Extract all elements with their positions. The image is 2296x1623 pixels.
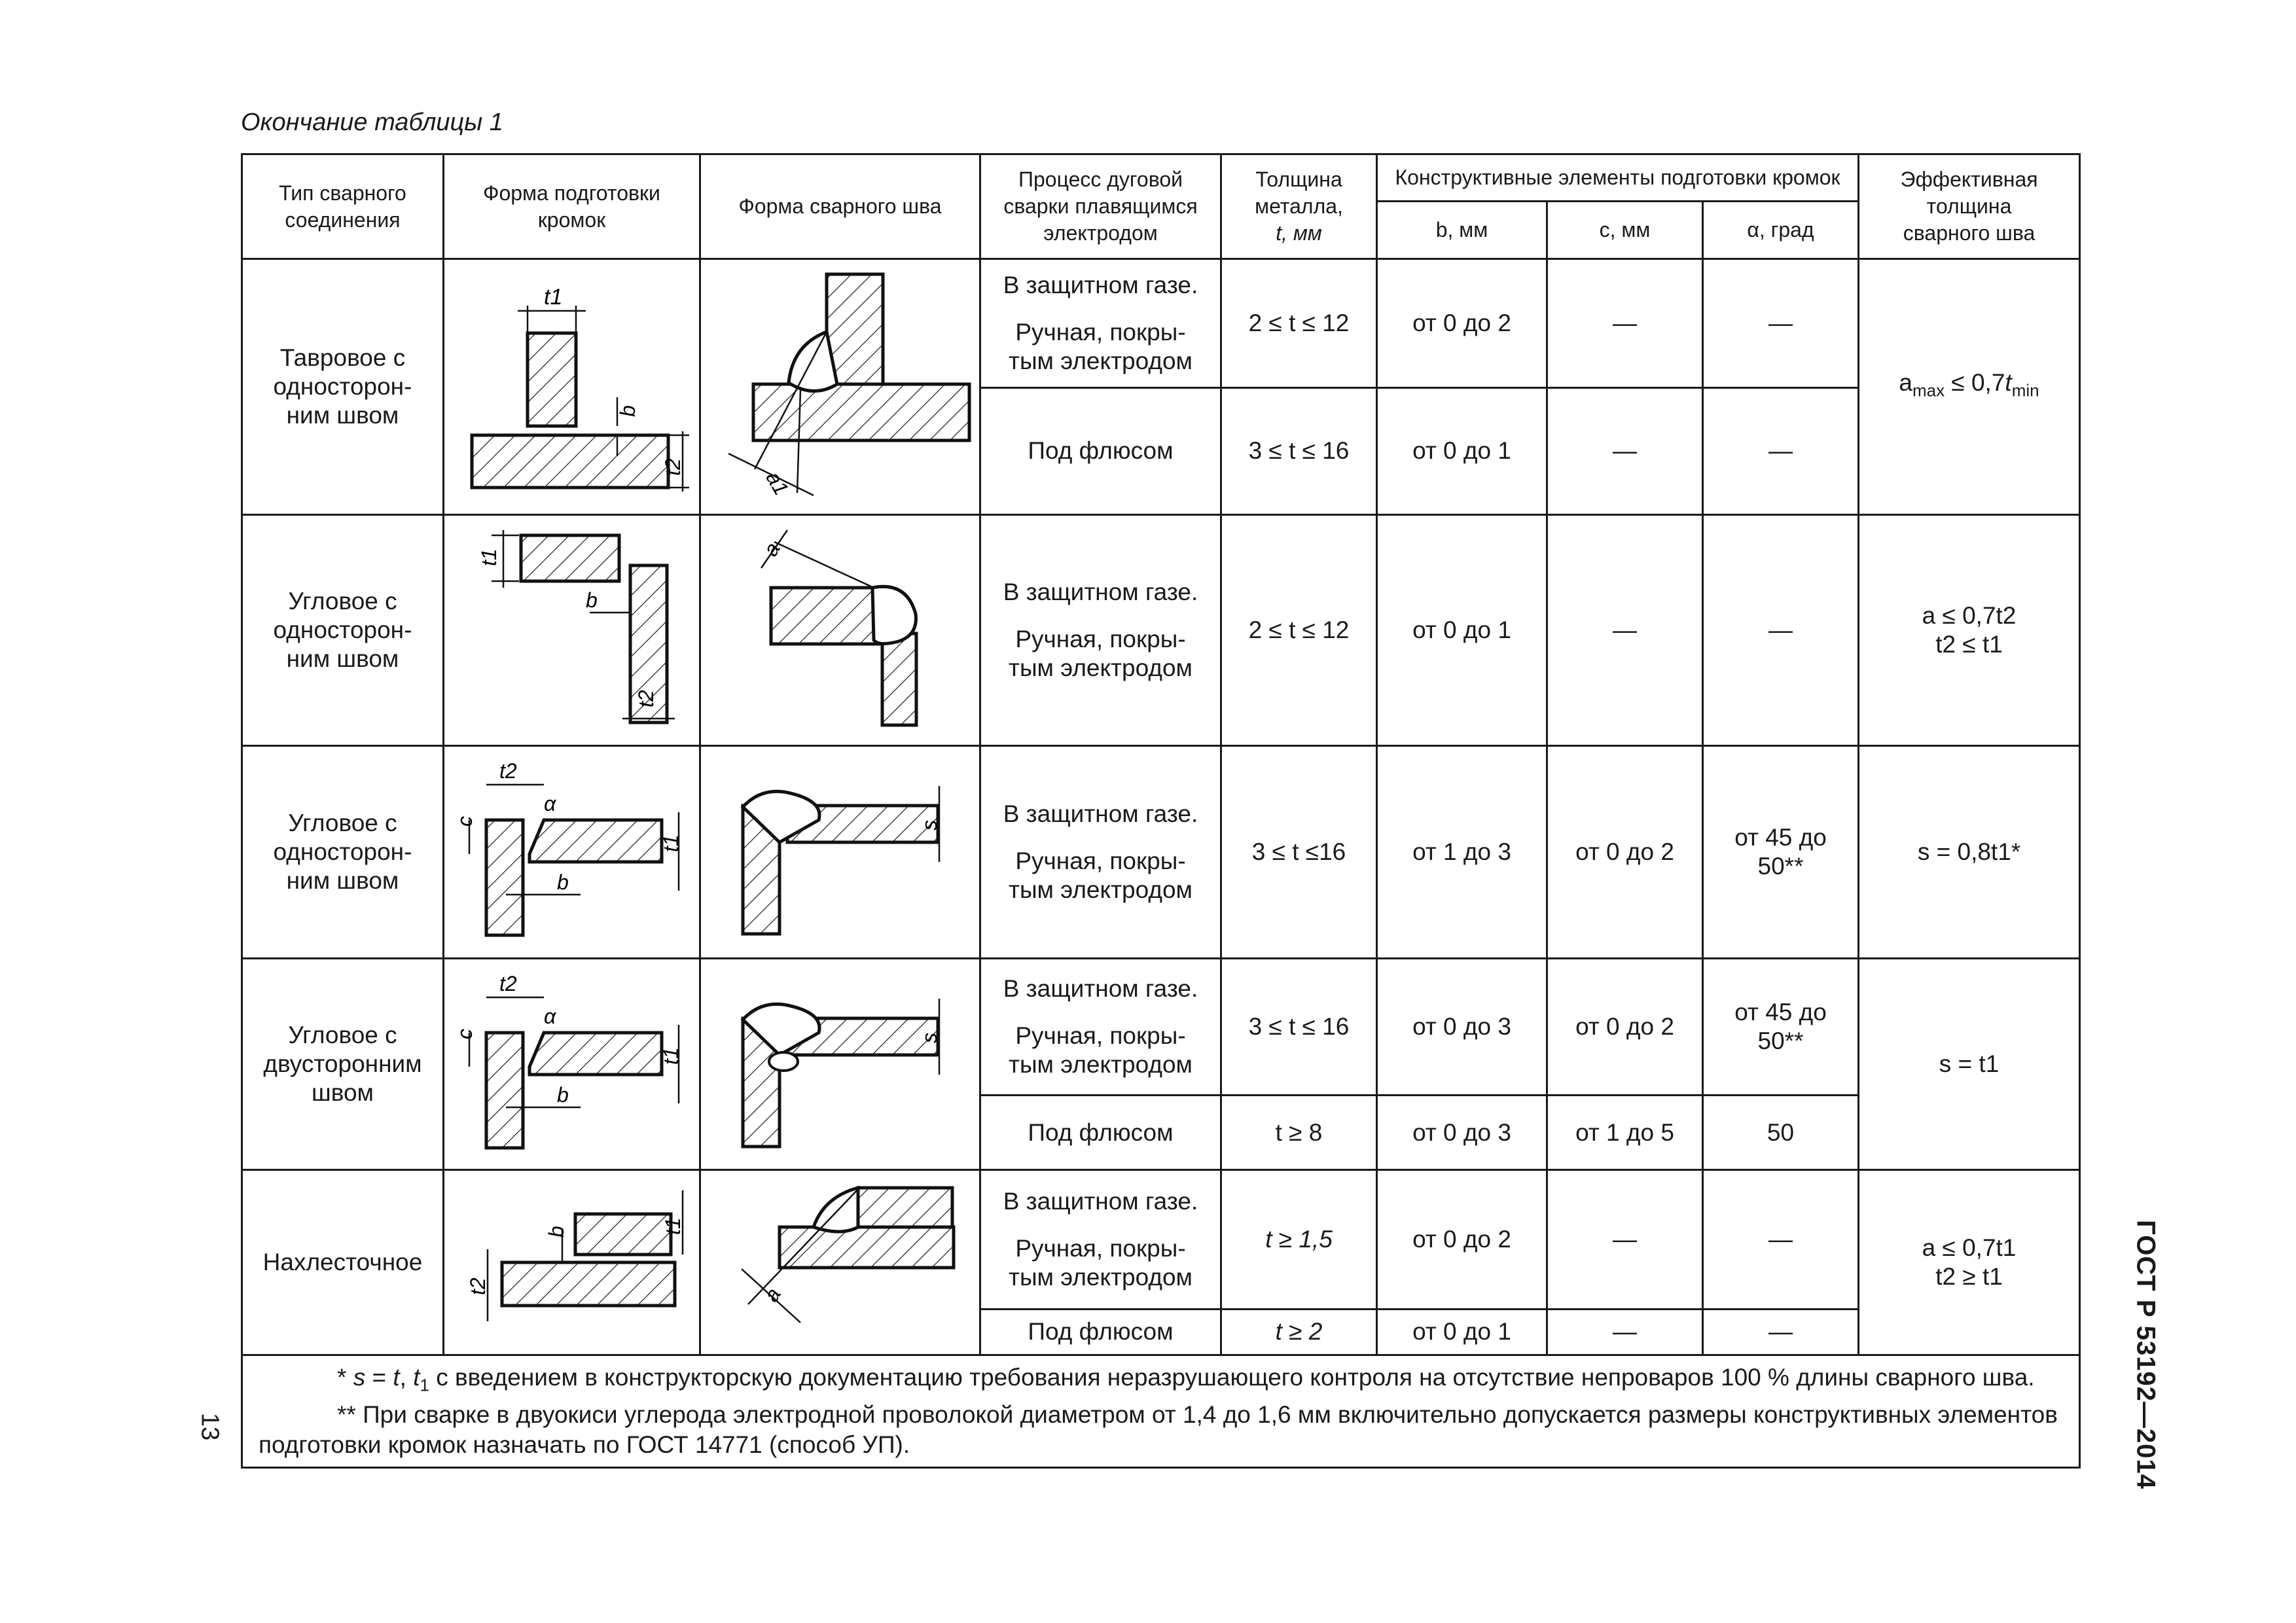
table-caption: Окончание таблицы 1 <box>241 109 503 136</box>
bevel-corner-weld-sketch <box>702 747 978 951</box>
alpha-cell: — <box>1703 515 1859 746</box>
c-cell: — <box>1547 1170 1703 1310</box>
double-corner-prep-sketch <box>446 959 698 1162</box>
b-cell: от 0 до 1 <box>1377 387 1547 514</box>
t2-label: t2 <box>499 759 517 783</box>
footnote-2: ** При сварке в двуокиси углерода электродной проволокой диаметром от 1,4 до 1,6 мм включительно допускается размеры конструктивных элементов <box>337 1401 2058 1429</box>
t1-label: t1 <box>660 1217 685 1235</box>
b-cell: от 0 до 3 <box>1377 959 1547 1096</box>
hdr-weld-form: Форма сварного шва <box>700 154 980 259</box>
process-cell: В защитном газе. Ручная, покры- тым электродом <box>980 1170 1221 1310</box>
weld-form-drawing <box>700 1170 980 1355</box>
thickness-cell: 3 ≤ t ≤ 16 <box>1221 387 1377 514</box>
t2-label: t2 <box>499 972 517 995</box>
hdr-effective: Эффективная толщина сварного шва <box>1859 154 2080 259</box>
thickness-cell: 2 ≤ t ≤ 12 <box>1221 259 1377 388</box>
weld-form-drawing <box>700 746 980 959</box>
alpha-cell: 50 <box>1703 1096 1859 1170</box>
t2-label: t2 <box>660 458 685 476</box>
a-label: a <box>759 1283 785 1306</box>
thickness-cell: 3 ≤ t ≤16 <box>1221 746 1377 959</box>
b-label: b <box>615 405 639 417</box>
effective-cell: a ≤ 0,7t1 t2 ≥ t1 <box>1859 1170 2080 1355</box>
c-label: c <box>452 1029 476 1039</box>
t1-label: t1 <box>658 834 683 852</box>
joint-type-cell: Угловое с односторон- ним швом <box>242 515 444 746</box>
b-label: b <box>585 588 598 612</box>
joint-type-cell: Тавровое с односторон- ним швом <box>242 259 444 515</box>
hdr-alpha: α, град <box>1703 202 1859 259</box>
t2-label: t2 <box>465 1277 490 1295</box>
joint-type-cell: Нахлесточное <box>242 1170 444 1355</box>
process-cell: В защитном газе. Ручная, покры- тым электродом <box>980 515 1221 746</box>
s-label: s <box>917 1033 941 1043</box>
thickness-cell: t ≥ 1,5 <box>1221 1170 1377 1310</box>
hdr-c: c, мм <box>1547 202 1703 259</box>
hdr-thickness: Толщина металла, t, мм <box>1221 154 1377 259</box>
lap-prep-sketch <box>446 1171 698 1347</box>
table-row <box>242 959 2080 1096</box>
process-cell: В защитном газе. Ручная, покры- тым электродом <box>980 746 1221 959</box>
t-joint-weld-sketch <box>702 260 978 507</box>
t1-label: t1 <box>658 1047 683 1065</box>
table-row <box>242 259 2080 388</box>
process-cell: Под флюсом <box>980 387 1221 514</box>
double-corner-weld-sketch <box>702 959 978 1162</box>
alpha-cell: — <box>1703 387 1859 514</box>
lap-weld-sketch <box>702 1171 978 1347</box>
effective-cell: s = t1 <box>1859 959 2080 1170</box>
alpha-label: α <box>543 792 556 815</box>
joint-type-cell: Угловое с односторон- ним швом <box>242 746 444 959</box>
bevel-corner-prep-sketch <box>446 747 698 951</box>
alpha-cell: — <box>1703 1170 1859 1310</box>
b-cell: от 0 до 2 <box>1377 259 1547 388</box>
hdr-process: Процесс дуговой сварки плавящимся электродом <box>980 154 1221 259</box>
b-cell: от 1 до 3 <box>1377 746 1547 959</box>
thickness-cell: t ≥ 8 <box>1221 1096 1377 1170</box>
weld-form-drawing <box>700 259 980 515</box>
effective-cell: $a_{max} \le 0,7t_{min}$ <box>1859 259 2080 515</box>
hdr-edge-prep: Форма подготовки кромок <box>444 154 700 259</box>
footnotes <box>242 1355 2080 1468</box>
edge-prep-drawing <box>444 959 700 1170</box>
alpha-cell: — <box>1703 259 1859 388</box>
weld-form-drawing <box>700 959 980 1170</box>
b-label: b <box>556 1083 569 1107</box>
footnote-row <box>242 1355 2080 1468</box>
thickness-cell: 3 ≤ t ≤ 16 <box>1221 959 1377 1096</box>
process-cell: Под флюсом <box>980 1309 1221 1355</box>
effective-cell: s = 0,8t1* <box>1859 746 2080 959</box>
thickness-cell: 2 ≤ t ≤ 12 <box>1221 515 1377 746</box>
edge-prep-drawing <box>444 746 700 959</box>
c-cell: от 0 до 2 <box>1547 959 1703 1096</box>
weld-table <box>241 153 2081 1469</box>
thickness-cell: t ≥ 2 <box>1221 1309 1377 1355</box>
edge-prep-drawing <box>444 1170 700 1355</box>
table-row <box>242 1170 2080 1310</box>
t1-label: t1 <box>543 285 562 310</box>
c-cell: — <box>1547 387 1703 514</box>
standard-id: ГОСТ Р 53192—2014 <box>2131 1220 2161 1489</box>
effective-cell: a ≤ 0,7t2 t2 ≤ t1 <box>1859 515 2080 746</box>
t2-label: t2 <box>634 690 658 707</box>
footnote-2-cont: подготовки кромок назначать по ГОСТ 14771 (способ УП). <box>259 1431 910 1459</box>
hdr-joint-type: Тип сварного соединения <box>242 154 444 259</box>
c-cell: от 0 до 2 <box>1547 746 1703 959</box>
alpha-cell: от 45 до 50** <box>1703 746 1859 959</box>
corner-weld-sketch <box>702 516 978 738</box>
b-cell: от 0 до 3 <box>1377 1096 1547 1170</box>
c-label: c <box>452 816 476 827</box>
joint-type-cell: Угловое с двусторонним швом <box>242 959 444 1170</box>
b-cell: от 0 до 2 <box>1377 1170 1547 1310</box>
c-cell: — <box>1547 515 1703 746</box>
a-label: a <box>758 538 785 560</box>
weld-form-drawing <box>700 515 980 746</box>
corner-prep-sketch <box>446 516 698 738</box>
table-row <box>242 515 2080 746</box>
edge-prep-drawing <box>444 259 700 515</box>
footnote-1: * s = t, $t_1$ с введением в конструкторскую документацию требования неразрушающего контроля на отсутствие непроваров 100 % длины сварного шва. <box>337 1364 2035 1395</box>
alpha-cell: — <box>1703 1309 1859 1355</box>
c-cell: — <box>1547 259 1703 388</box>
b-cell: от 0 до 1 <box>1377 515 1547 746</box>
t1-label: t1 <box>476 548 501 566</box>
a1-label: a1 <box>761 467 793 499</box>
process-cell: Под флюсом <box>980 1096 1221 1170</box>
b-label: b <box>544 1226 568 1238</box>
edge-prep-drawing <box>444 515 700 746</box>
t-joint-prep-sketch <box>446 260 698 507</box>
b-cell: от 0 до 1 <box>1377 1309 1547 1355</box>
hdr-elements-group: Конструктивные элементы подготовки кромок <box>1377 154 1859 202</box>
alpha-label: α <box>543 1005 556 1028</box>
c-cell: — <box>1547 1309 1703 1355</box>
process-cell: В защитном газе. Ручная, покры- тым электродом <box>980 259 1221 388</box>
hdr-b: b, мм <box>1377 202 1547 259</box>
table-row <box>242 746 2080 959</box>
page-number: 13 <box>196 1412 224 1441</box>
b-label: b <box>556 870 569 894</box>
s-label: s <box>917 820 941 830</box>
c-cell: от 1 до 5 <box>1547 1096 1703 1170</box>
process-cell: В защитном газе. Ручная, покры- тым электродом <box>980 959 1221 1096</box>
alpha-cell: от 45 до 50** <box>1703 959 1859 1096</box>
